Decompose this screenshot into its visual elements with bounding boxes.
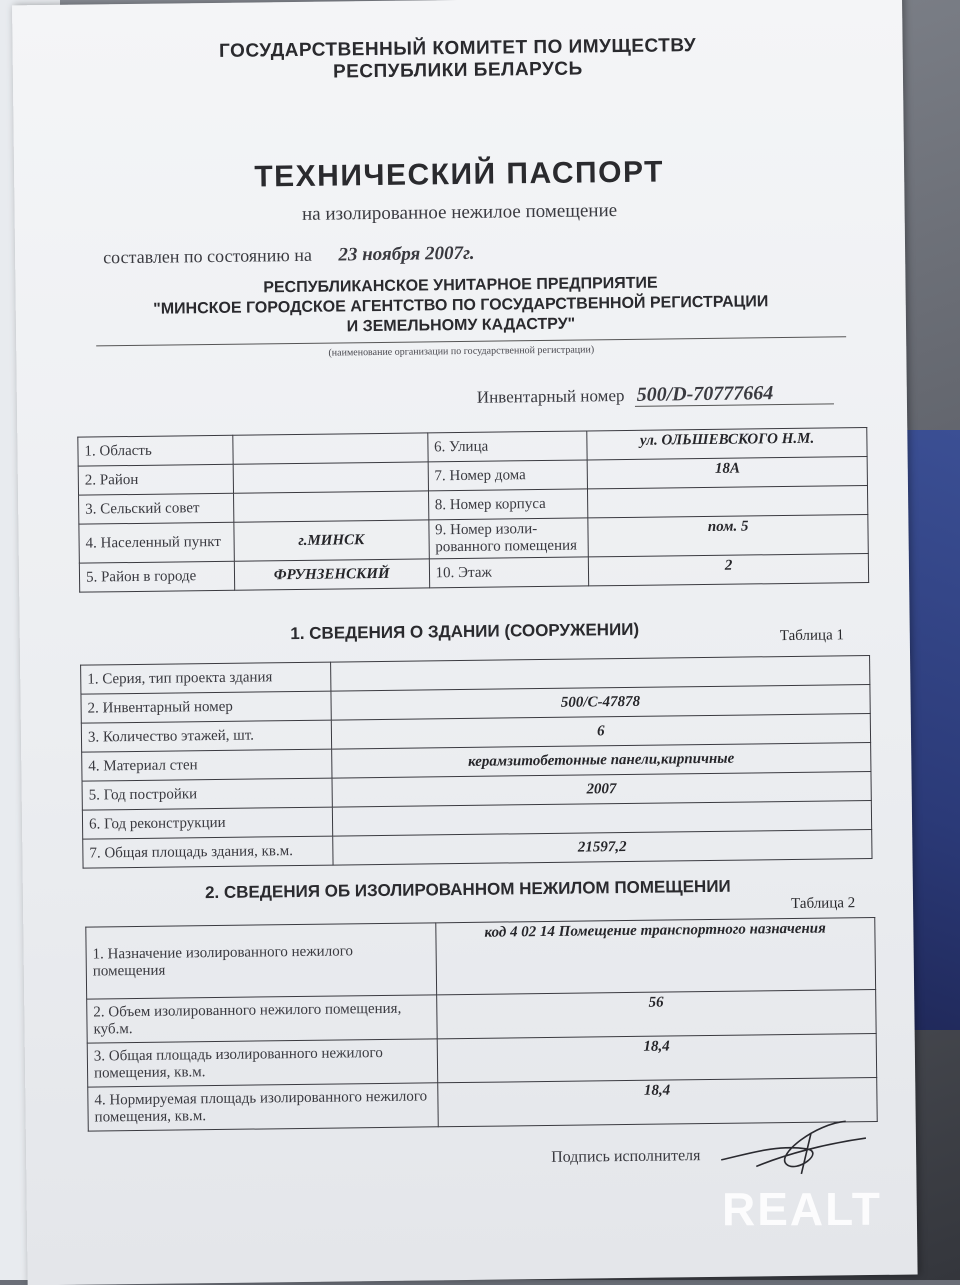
signature-label: Подпись исполнителя	[551, 1147, 701, 1166]
document-page	[12, 0, 918, 1285]
table-row	[86, 917, 876, 999]
building-value: 6	[331, 714, 871, 750]
address-label: Район в городе	[100, 567, 197, 585]
org-line-2: "МИНСКОЕ ГОРОДСКОЕ АГЕНТСТВО ПО ГОСУДАРСТВЕННОЙ РЕГИСТРАЦИИ	[153, 293, 769, 318]
premises-value: 56	[436, 989, 876, 1038]
address-value	[588, 486, 868, 518]
table-1-label: Таблица 1	[779, 627, 845, 645]
inventory-number	[477, 381, 834, 408]
address-value	[233, 462, 428, 493]
org-line-3: И ЗЕМЕЛЬНОМУ КАДАСТРУ"	[346, 315, 576, 336]
premises-label: 2. Объем изолированного нежилого помещения, куб.м.	[87, 995, 437, 1043]
org-line-1: РЕСПУБЛИКАНСКОЕ УНИТАРНОЕ ПРЕДПРИЯТИЕ	[263, 274, 658, 297]
table-row: 2. Район 7. Номер дома 18А	[78, 457, 867, 496]
address-value: ФРУНЗЕНСКИЙ	[234, 559, 429, 590]
document-subtitle: на изолированное нежилое помещение	[301, 200, 618, 225]
building-label: 1. Серия, тип проекта здания	[81, 662, 331, 694]
watermark-logo: REALT	[722, 1183, 882, 1235]
signature-mark	[716, 1113, 877, 1185]
table-row: 4. Населенный пункт г.МИНСК 9. Номер изолированного помещения пом. 5	[79, 515, 868, 564]
status-date: 23 ноября 2007г.	[338, 242, 475, 266]
address-value	[233, 433, 428, 464]
address-value: ул. ОЛЬШЕВСКОГО Н.М.	[587, 428, 867, 460]
section-1-title: 1. СВЕДЕНИЯ О ЗДАНИИ (СООРУЖЕНИИ)	[290, 619, 640, 644]
building-table	[80, 655, 872, 869]
inventory-label: Инвентарный номер	[476, 385, 625, 407]
building-value: 21597,2	[332, 829, 872, 865]
premises-value: 18,4	[437, 1077, 877, 1126]
table-2-label: Таблица 2	[790, 895, 856, 912]
building-label: 5. Год постройки	[82, 778, 332, 810]
organization-name	[15, 271, 906, 342]
status-line	[103, 243, 475, 270]
inventory-value: 500/D-70777664	[635, 381, 834, 406]
address-label: Номер дома	[449, 466, 526, 484]
address-value: пом. 5	[588, 515, 868, 557]
ministry-line-1: ГОСУДАРСТВЕННЫЙ КОМИТЕТ ПО ИМУЩЕСТВУ	[218, 35, 697, 62]
premises-label: 3. Общая площадь изолированного нежилого помещения, кв.м.	[87, 1039, 437, 1087]
table-row: 3. Сельский совет 8. Номер корпуса	[79, 486, 868, 525]
section-2-title: 2. СВЕДЕНИЯ ОБ ИЗОЛИРОВАННОМ НЕЖИЛОМ ПОМЕЩЕНИИ	[204, 876, 731, 903]
address-label: Район	[99, 471, 139, 488]
address-table	[77, 427, 869, 593]
building-label: 3. Количество этажей, шт.	[81, 720, 331, 752]
address-value	[233, 491, 428, 522]
address-label: Номер корпуса	[449, 495, 546, 513]
address-label: Сельский совет	[100, 499, 200, 517]
premises-table	[85, 917, 877, 1132]
address-label: Номер изолированного помещения	[435, 521, 578, 556]
org-note: (наименование организации по государственной регистрации)	[328, 344, 595, 359]
table-row: 5. Район в городе ФРУНЗЕНСКИЙ 10. Этаж 2	[79, 554, 868, 593]
address-value: 18А	[588, 457, 868, 489]
address-label: Улица	[448, 438, 489, 455]
building-value: керамзитобетонные панели,кирпичные	[331, 743, 871, 779]
document-title: ТЕХНИЧЕСКИЙ ПАСПОРТ	[254, 155, 665, 194]
building-label: 6. Год реконструкции	[82, 807, 332, 839]
address-label: Населенный пункт	[100, 533, 221, 551]
ministry-header	[12, 33, 902, 88]
building-label: 7. Общая площадь здания, кв.м.	[83, 836, 333, 868]
building-value: 2007	[332, 772, 872, 808]
premises-value: код 4 02 14 Помещение транспортного назначения	[435, 917, 875, 994]
premises-value: 18,4	[437, 1033, 877, 1082]
building-label: 2. Инвентарный номер	[81, 691, 331, 723]
address-value: 2	[589, 554, 869, 586]
status-label: составлен по состоянию на	[102, 244, 313, 268]
building-label: 4. Материал стен	[82, 749, 332, 781]
table-row: 1. Область 6. Улица ул. ОЛЬШЕВСКОГО Н.М.	[78, 428, 867, 467]
premises-label: 4. Нормируемая площадь изолированного нежилого помещения, кв.м.	[88, 1083, 438, 1131]
address-label: Область	[99, 442, 152, 459]
premises-label: 1. Назначение изолированного нежилого помещения	[86, 923, 436, 999]
building-value: 500/С-47878	[331, 685, 871, 721]
ministry-line-2: РЕСПУБЛИКИ БЕЛАРУСЬ	[332, 58, 583, 83]
address-value: г.МИНСК	[234, 520, 429, 561]
address-label: Этаж	[458, 564, 492, 581]
